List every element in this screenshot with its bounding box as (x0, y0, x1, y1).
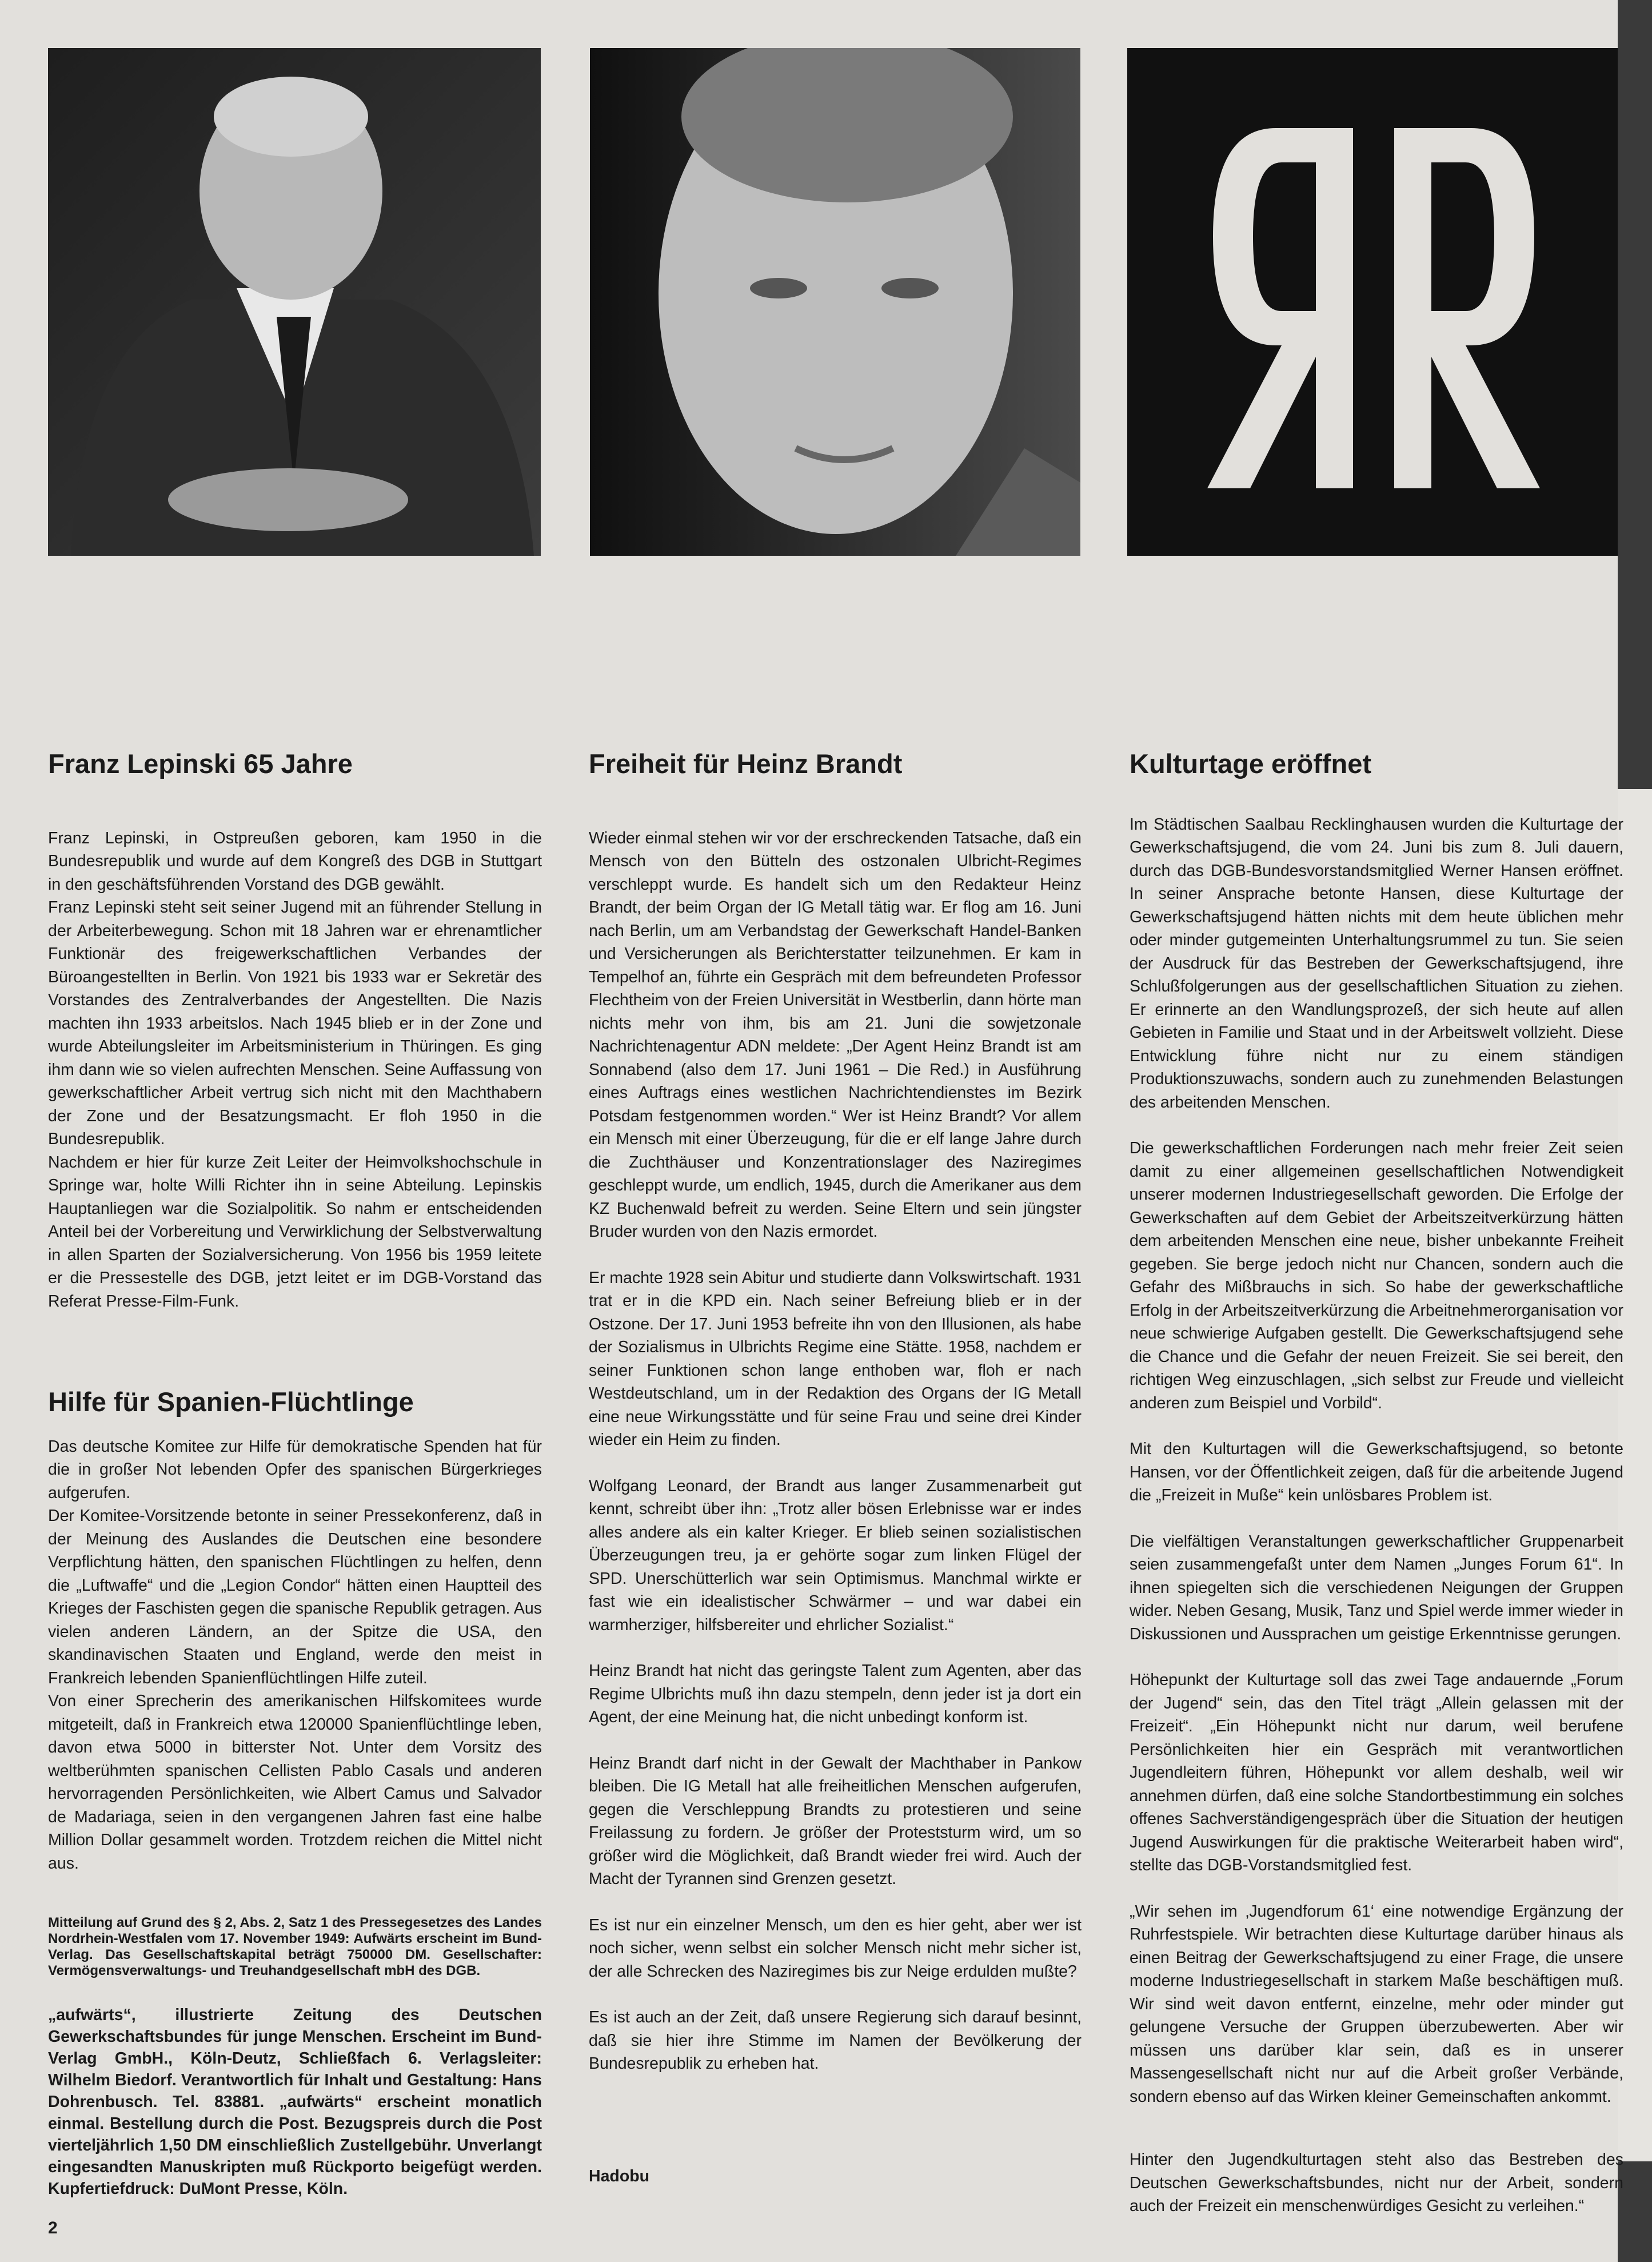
article-paragraph: Heinz Brandt hat nicht das geringste Talent zum Agenten, aber das Regime Ulbrichts muß ihn dazu stempeln, denn jeder ist ja dort ein Agent, der eine Meinung hat, die nicht unbedingt konform ist. (589, 1662, 1082, 1727)
article-title-brandt: Freiheit für Heinz Brandt (589, 748, 903, 779)
article-paragraph: Der Komitee-Vorsitzende betonte in seiner Pressekonferenz, daß in der Meinung des Auslandes die Deutschen eine besondere Verpflichtung hätten, den spanischen Flüchtlingen zu helfen, denn die „Luftwaffe“ und die „Legion Condor“ hätten einen Hauptteil des Krieges der Faschisten gegen die spanische Republik getragen. Aus vielen anderen Ländern, an der Spitze die USA, den skandinavischen Staaten und England, werde den meist in Frankreich lebenden Spanienflüchtlingen Hilfe zuteil. (48, 1507, 542, 1687)
page-number: 2 (48, 2219, 58, 2237)
ruhrfestspiele-double-r-logo-icon (1127, 48, 1620, 556)
person-photo-icon (590, 48, 1080, 556)
article-paragraph: Nachdem er hier für kurze Zeit Leiter der Heimvolkshochschule in Springe war, holte Willi Richter ihn in seine Abteilung. Lepinskis Hauptanliegen war die Sozialpolitik. So nahm er entscheidenden Anteil bei der Vorbereitung und Verwirklichung der Selbstverwaltung in allen Sparten der Sozialversicherung. Von 1956 bis 1959 leitete er die Pressestelle des DGB, jetzt leitet er im DGB-Vorstand das Referat Presse-Film-Funk. (48, 1153, 542, 1311)
article-title-lepinski: Franz Lepinski 65 Jahre (48, 748, 353, 779)
article-paragraph: Franz Lepinski, in Ostpreußen geboren, kam 1950 in die Bundesrepublik und wurde auf dem Kongreß des DGB in Stuttgart in den geschäftsführenden Vorstand des DGB gewählt. (48, 829, 542, 894)
article-paragraph: Es ist nur ein einzelner Mensch, um den es hier geht, aber wer ist noch sicher, wenn selbst ein solcher Mensch nicht mehr sicher ist, der alle Schrecken des Naziregimes bis zur Neige erdulden mußte? (589, 1915, 1082, 1981)
legal-notice: Mitteilung auf Grund des § 2, Abs. 2, Satz 1 des Pressegesetzes des Landes Nordrhein-Westfalen vom 17. November 1949: Aufwärts erscheint im Bund-Verlag. Das Gesellschaftskapital beträgt 750000 DM. Gesellschafter: Vermögensverwaltungs- und Treuhandgesellschaft mbH des DGB. (48, 1915, 542, 1979)
article-title-spanien: Hilfe für Spanien-Flüchtlinge (48, 1387, 414, 1417)
ruhrfestspiele-logo (1127, 48, 1620, 556)
person-photo-icon (48, 48, 541, 556)
column-middle (589, 749, 1082, 2186)
article-paragraph: Mit den Kulturtagen will die Gewerkschaftsjugend, so betonte Hansen, vor der Öffentlichkeit zeigen, daß für die arbeitende Jugend die „Freizeit in Muße“ kein unlösbares Problem ist. (1130, 1440, 1623, 1505)
publisher-imprint: „aufwärts“, illustrierte Zeitung des Deutschen Gewerkschaftsbundes für junge Menschen. Erscheint im Bund-Verlag GmbH., Köln-Deutz, Schließfach 6. Verlagsleiter: Wilhelm Biedorf. Verantwortlich für Inhalt und Gestaltung: Hans Dohrenbusch. Tel. 83881. „aufwärts“ erscheint monatlich einmal. Bestellung durch die Post. Bezugspreis durch die Post vierteljährlich 1,50 DM einschließlich Zustellgebühr. Unverlangt eingesandten Manuskripten muß Rückporto beigefügt werden. Kupfertiefdruck: DuMont Presse, Köln. (48, 2006, 542, 2199)
article-paragraph: Die gewerkschaftlichen Forderungen nach mehr freier Zeit seien damit zu einer allgemeinen gesellschaftlichen Notwendigkeit unserer modernen Industriegesellschaft geworden. Die Erfolge der Gewerkschaften auf dem Gebiet der Arbeitszeitverkürzung hätten dem arbeitenden Menschen eine neue, bisher unbekannte Freiheit gegeben. Sie berge jedoch nicht nur Chancen, sondern auch die Gefahr des Mißbrauchs in sich. So habe der gewerkschaftliche Erfolg in der Arbeitszeitverkürzung die Arbeitnehmerorganisation vor neue schwierige Aufgaben gestellt. Die Gewerkschaftsjugend sehe die Chance und die Gefahr der neuen Freizeit. Sie sei bereit, den richtigen Weg einzuschlagen, „sich selbst zur Freude und vielleicht anderen zum Beispiel und Vorbild“. (1130, 1139, 1623, 1412)
article-paragraph: Wolfgang Leonard, der Brandt aus langer Zusammenarbeit gut kennt, schreibt über ihn: „Trotz aller bösen Erlebnisse war er indes alles andere als ein kalter Krieger. Er blieb seinen sozialistischen Überzeugungen treu, ja er gehörte sogar zum linken Flügel der SPD. Unerschütterlich war sein Optimismus. Manchmal wirkte er fast wie ein idealistischer Schwärmer – und war dabei ein warmherziger, hilfsbereiter und ehrlicher Sozialist.“ (589, 1476, 1082, 1634)
article-paragraph: Im Städtischen Saalbau Recklinghausen wurden die Kulturtage der Gewerkschaftsjugend, die vom 24. Juni bis zum 8. Juli dauern, durch das DGB-Bundesvorstandsmitglied Werner Hansen eröffnet. In seiner Ansprache betonte Hansen, diese Kulturtage der Gewerkschaftsjugend hätten nichts mit dem heute üblichen mehr oder minder gutgemeinten Unterhaltungsrummel zu tun. Sie seien der Ausdruck für das Bestreben der Gewerkschaftsjugend, ihre Schlußfolgerungen aus der gesellschaftlichen Situation zu ziehen. Er erinnerte an den Wandlungsprozeß, der sich heute auf allen Gebieten in Familie und Staat und in der Arbeitswelt vollzieht. Diese Entwicklung führe nicht nur zu einem ständigen Produktionszuwachs, sondern auch zu zunehmenden Belastungen des arbeitenden Menschen. (1130, 815, 1623, 1112)
article-paragraph: Heinz Brandt darf nicht in der Gewalt der Machthaber in Pankow bleiben. Die IG Metall hat alle freiheitlichen Menschen aufgerufen, gegen die Verschleppung Brandts zu protestieren und seine Freilassung zu fordern. Je größer der Proteststurm wird, um so größer wird die Möglichkeit, daß Brandt wieder frei wird. Auch der Macht der Tyrannen sind Grenzen gesetzt. (589, 1754, 1082, 1889)
article-paragraph: Hinter den Jugendkulturtagen steht also das Bestreben des Deutschen Gewerkschaftsbundes, nicht nur der Arbeit, sondern auch der Freizeit ein menschenwürdiges Gesicht zu verleihen.“ (1130, 2151, 1623, 2216)
article-paragraph: Franz Lepinski steht seit seiner Jugend mit an führender Stellung in der Arbeiterbewegung. Schon mit 18 Jahren war er ehrenamtlicher Funktionär des freigewerkschaftlichen Verbandes der Büroangestellten in Berlin. Von 1921 bis 1933 war er Sekretär des Vorstandes des Zentralverbandes der Angestellten. Die Nazis machten ihn 1933 arbeitslos. Nach 1945 blieb er in der Zone und wurde Abteilungsleiter im Arbeitsministerium in Thüringen. Es ging ihm dann wie so vielen aufrechten Menschen. Seine Auffassung von gewerkschaftlicher Arbeit vertrug sich nicht mit den Machthabern der Zone und der Besatzungsmacht. Er floh 1950 in die Bundesrepublik. (48, 898, 542, 1149)
article-title-kulturtage: Kulturtage eröffnet (1130, 748, 1371, 779)
article-paragraph: Wieder einmal stehen wir vor der erschreckenden Tatsache, daß ein Mensch von den Bütteln des ostzonalen Ulbricht-Regimes verschleppt wurde. Es handelt sich um den Redakteur Heinz Brandt, der beim Organ der IG Metall tätig war. Er flog am 16. Juni nach Berlin, um am Verbandstag der Gewerkschaft Handel-Banken und Versicherungen als Berichterstatter teilzunehmen. Er kam in Tempelhof an, führte ein Gespräch mit dem befreundeten Professor Flechtheim von der Freien Universität in Westberlin, dann hörte man nichts mehr von ihm, bis am 21. Juni die sowjetzonale Nachrichtenagentur ADN meldete: „Der Agent Heinz Brandt ist am Sonnabend (also dem 17. Juni 1961 – Die Red.) in Ausführung eines Auftrags eines westlichen Nachrichtendienstes im Bezirk Potsdam festgenommen worden.“ Wer ist Heinz Brandt? Vor allem ein Mensch mit einer Überzeugung, für die er elf lange Jahre durch die Zuchthäuser und Konzentrationslager des Naziregimes geschleppt wurde, um endlich, 1945, durch die Amerikaner aus dem KZ Buchenwald befreit zu werden. Seine Eltern und sein jüngster Bruder wurden von den Nazis ermordet. (589, 829, 1082, 1241)
article-paragraph: Die vielfältigen Veranstaltungen gewerkschaftlicher Gruppenarbeit seien zusammengefaßt unter dem Namen „Junges Forum 61“. In ihnen spiegelten sich die verschiedenen Neigungen der Gruppen wider. Neben Gesang, Musik, Tanz und Spiel werde immer wieder in Diskussionen und Aussprachen um geistige Erkenntnisse gerungen. (1130, 1532, 1623, 1643)
article-paragraph: Von einer Sprecherin des amerikanischen Hilfskomitees wurde mitgeteilt, daß in Frankreich etwa 120000 Spanienflüchtlinge leben, davon etwa 5000 in bitterster Not. Unter dem Vorsitz des weltberühmten spanischen Cellisten Pablo Casals und anderen hervorragenden Persönlichkeiten, wie Albert Camus und Salvador de Madariaga, seien in den vergangenen Jahren fast eine halbe Million Dollar gesammelt worden. Trotzdem reichen die Mittel nicht aus. (48, 1692, 542, 1873)
portrait-photo-heinz-brandt (590, 48, 1080, 556)
author-signature: Hadobu (589, 2167, 650, 2185)
article-paragraph: Höhepunkt der Kulturtage soll das zwei Tage andauernde „Forum der Jugend“ sein, das den Titel trägt „Allein gelassen mit der Freizeit“. „Ein Höhepunkt nicht nur darum, weil berufene Persönlichkeiten hier ein Gespräch mit verantwortlichen Jugendleitern führen, Höhepunkt vor allem deshalb, weil wir annehmen dürfen, daß eine solche Standortbestimmung ein solches offenes Sachverständigengespräch über die Situation der heutigen Jugend Auswirkungen für die praktische Weiterarbeit haben wird“, stellte das DGB-Vorstandsmitglied fest. (1130, 1671, 1623, 1875)
article-paragraph: Das deutsche Komitee zur Hilfe für demokratische Spenden hat für die in großer Not lebenden Opfer des spanischen Bürgerkrieges aufgerufen. (48, 1437, 542, 1502)
article-paragraph: Er machte 1928 sein Abitur und studierte dann Volkswirtschaft. 1931 trat er in die KPD ein. Nach seiner Befreiung blieb er in der Ostzone. Der 17. Juni 1953 befreite ihn von den Illusionen, als habe der Sozialismus in Ulbrichts Regime eine Stätte. 1958, nachdem er seiner Funktionen schon lange enthoben war, floh er nach Westdeutschland, um in der Redaktion des Organs der IG Metall eine neue Wirkungsstätte und für seine Frau und seine drei Kinder wieder ein Heim zu finden. (589, 1268, 1082, 1449)
article-paragraph: Es ist auch an der Zeit, daß unsere Regierung sich darauf besinnt, daß sie hier ihre Stimme im Namen der Bevölkerung der Bundesrepublik zu erheben hat. (589, 2008, 1082, 2073)
column-right (1130, 749, 1623, 2218)
article-paragraph: „Wir sehen im ‚Jugendforum 61‘ eine notwendige Ergänzung der Ruhrfestspiele. Wir betrachten diese Kulturtage darüber hinaus als einen Beitrag der Gewerkschaftsjugend zu einer Frage, die unsere moderne Industriegesellschaft in starkem Maße beschäftigen muß. Wir sind weit davon entfernt, einzelne, mehr oder minder gut gelungene Versuche der Gruppen überzubewerten. Aber wir müssen uns darüber klar sein, daß es in unserer Massengesellschaft nicht nur auf die Arbeit großer Verbände, sondern ebenso auf das Wirken kleiner Gemeinschaften ankommt. (1130, 1902, 1623, 2106)
column-left (48, 749, 542, 2200)
portrait-photo-franz-lepinski (48, 48, 541, 556)
